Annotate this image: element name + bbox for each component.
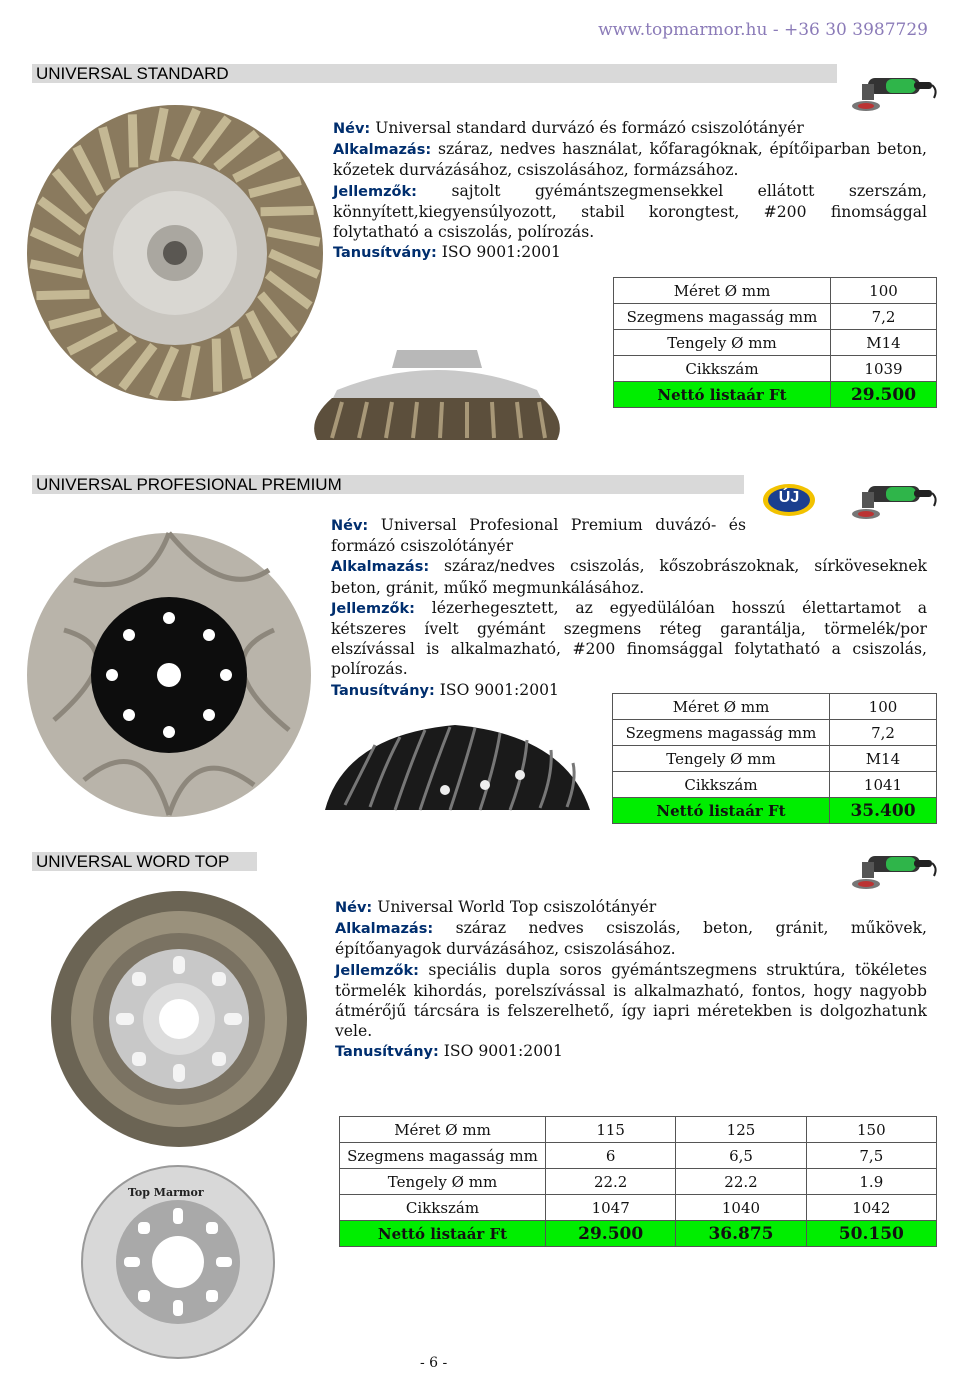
spec-value: 7,5 xyxy=(806,1143,936,1169)
price-value: 35.400 xyxy=(830,798,937,824)
price-value: 29.500 xyxy=(546,1221,676,1247)
name-label: Név: xyxy=(333,121,371,137)
spec-label: Méret Ø mm xyxy=(614,278,831,304)
features-text: speciális dupla soros gyémántszegmens struktúra, tökéletes törmelék kihordás, porelszívással is alkalmazható, fontos, hogy nagyobb átmérőjű tárcsára is felszerelhető, így iapri méretekben is dolgozhatunk vele. xyxy=(335,960,927,1041)
spec-label: Tengely Ø mm xyxy=(613,746,830,772)
features-text: sajtolt gyémántszegmensekkel ellátott szerszám, könnyített,kiegyensúlyozott, stabil korongtest, #200 finomsággal folytatható a csiszolás, polírozás. xyxy=(333,181,927,242)
spec-label: Tengely Ø mm xyxy=(614,330,831,356)
spec-value: 1047 xyxy=(546,1195,676,1221)
universal-premium-disc-image xyxy=(24,510,314,840)
universal-premium-spec-table xyxy=(612,693,937,824)
spec-value: 7,2 xyxy=(830,720,937,746)
universal-standard-side-image xyxy=(287,340,587,445)
product-name: Universal World Top csiszolótányér xyxy=(377,898,657,916)
disc-brand-label: Top Marmor xyxy=(128,1186,204,1199)
price-value: 50.150 xyxy=(806,1221,936,1247)
universal-standard-spec-table xyxy=(613,277,937,408)
disc-segment xyxy=(261,210,314,211)
section-title-universal-word-top: UNIVERSAL WORD TOP xyxy=(32,852,257,871)
application-text: száraz nedves csiszolás, beton, gránit, műkövek, építőanyagok durvázásához, csiszolásához. xyxy=(335,919,927,959)
name-label: Név: xyxy=(331,518,369,534)
cert-text: ISO 9001:2001 xyxy=(441,243,561,262)
section-title-universal-profesional-premium: UNIVERSAL PROFESIONAL PREMIUM xyxy=(32,475,744,494)
spec-value: 100 xyxy=(831,278,937,304)
table-row xyxy=(340,1143,937,1169)
features-label: Jellemzők: xyxy=(333,183,417,200)
product-name: Universal standard durvázó és formázó csiszolótányér xyxy=(375,119,804,137)
features-label: Jellemzők: xyxy=(335,962,419,979)
page-number: - 6 - xyxy=(420,1355,448,1371)
cert-label: Tanusítvány: xyxy=(335,1044,439,1061)
universal-standard-description xyxy=(333,118,927,263)
spec-value: 22.2 xyxy=(546,1169,676,1195)
spec-label: Szegmens magasság mm xyxy=(614,304,831,330)
price-label: Nettó listaár Ft xyxy=(340,1221,546,1247)
table-row xyxy=(613,720,937,746)
spec-label: Szegmens magasság mm xyxy=(613,720,830,746)
universal-word-top-spec-table xyxy=(339,1116,937,1247)
table-row xyxy=(614,356,937,382)
cert-text: ISO 9001:2001 xyxy=(443,1042,563,1061)
spec-value: 7,2 xyxy=(831,304,937,330)
universal-standard-disc-image xyxy=(25,88,325,418)
cert-label: Tanusítvány: xyxy=(331,682,435,699)
spec-value: 1041 xyxy=(830,772,937,798)
table-row xyxy=(614,330,937,356)
disc-segment xyxy=(216,339,217,392)
spec-value: 1039 xyxy=(831,356,937,382)
price-value: 36.875 xyxy=(676,1221,806,1247)
product-name: Universal Profesional Premium duvázó- és formázó csiszolótányér xyxy=(331,516,746,556)
spec-value: 150 xyxy=(806,1117,936,1143)
spec-value: M14 xyxy=(830,746,937,772)
spec-value: 125 xyxy=(676,1117,806,1143)
spec-value: M14 xyxy=(831,330,937,356)
cert-text: ISO 9001:2001 xyxy=(439,680,559,699)
top-marmor-disc-image xyxy=(78,1162,278,1362)
application-text: száraz/nedves csiszolás, kőszobrászoknak, sírköveseknek beton, gránit, műkő megmunkálásához. xyxy=(331,557,927,597)
table-row xyxy=(340,1169,937,1195)
features-label: Jellemzők: xyxy=(331,600,415,617)
universal-word-top-disc-image xyxy=(48,888,310,1150)
disc-segment xyxy=(132,114,133,167)
universal-premium-description xyxy=(331,515,927,701)
universal-word-top-description xyxy=(335,897,927,1063)
angle-grinder-icon xyxy=(848,70,938,118)
spec-value: 1042 xyxy=(806,1195,936,1221)
cert-label: Tanusítvány: xyxy=(333,245,437,262)
price-label: Nettó listaár Ft xyxy=(614,382,831,408)
price-row xyxy=(340,1221,937,1247)
application-label: Alkalmazás: xyxy=(331,559,430,576)
table-row xyxy=(340,1195,937,1221)
application-text: száraz, nedves használat, kőfaragóknak, építőiparban beton, kőzetek durvázásához, csiszolásához, formázsához. xyxy=(333,140,927,180)
spec-value: 115 xyxy=(546,1117,676,1143)
spec-value: 22.2 xyxy=(676,1169,806,1195)
header-contact-link[interactable]: www.topmarmor.hu - +36 30 3987729 xyxy=(598,20,928,40)
spec-label: Cikkszám xyxy=(340,1195,546,1221)
price-row xyxy=(614,382,937,408)
spec-value: 6 xyxy=(546,1143,676,1169)
application-label: Alkalmazás: xyxy=(335,921,434,938)
price-row xyxy=(613,798,937,824)
table-row xyxy=(614,304,937,330)
spec-value: 1.9 xyxy=(806,1169,936,1195)
application-label: Alkalmazás: xyxy=(333,142,432,159)
table-row xyxy=(613,772,937,798)
table-row xyxy=(613,746,937,772)
name-label: Név: xyxy=(335,900,373,916)
table-row xyxy=(614,278,937,304)
angle-grinder-icon xyxy=(848,848,938,896)
universal-premium-side-image xyxy=(305,715,605,825)
spec-label: Cikkszám xyxy=(613,772,830,798)
spec-label: Szegmens magasság mm xyxy=(340,1143,546,1169)
features-text: lézerhegesztett, az egyedülálóan hosszú élettartamot a kétszeres ívelt gyémánt szegmens réteg garantálja, törmelék/por elszívással is alkalmazható, #200 finomsággal folytatható a csiszolás, polírozás. xyxy=(331,598,927,679)
spec-value: 6,5 xyxy=(676,1143,806,1169)
spec-value: 1040 xyxy=(676,1195,806,1221)
price-value: 29.500 xyxy=(831,382,937,408)
new-badge-icon xyxy=(762,483,816,517)
spec-label: Méret Ø mm xyxy=(613,694,830,720)
disc-segment xyxy=(36,294,89,295)
spec-label: Cikkszám xyxy=(614,356,831,382)
table-row xyxy=(340,1117,937,1143)
price-label: Nettó listaár Ft xyxy=(613,798,830,824)
spec-value: 100 xyxy=(830,694,937,720)
table-row xyxy=(613,694,937,720)
section-title-universal-standard: UNIVERSAL STANDARD xyxy=(32,64,837,83)
spec-label: Méret Ø mm xyxy=(340,1117,546,1143)
spec-label: Tengely Ø mm xyxy=(340,1169,546,1195)
new-badge-label: ÚJ xyxy=(778,489,800,506)
